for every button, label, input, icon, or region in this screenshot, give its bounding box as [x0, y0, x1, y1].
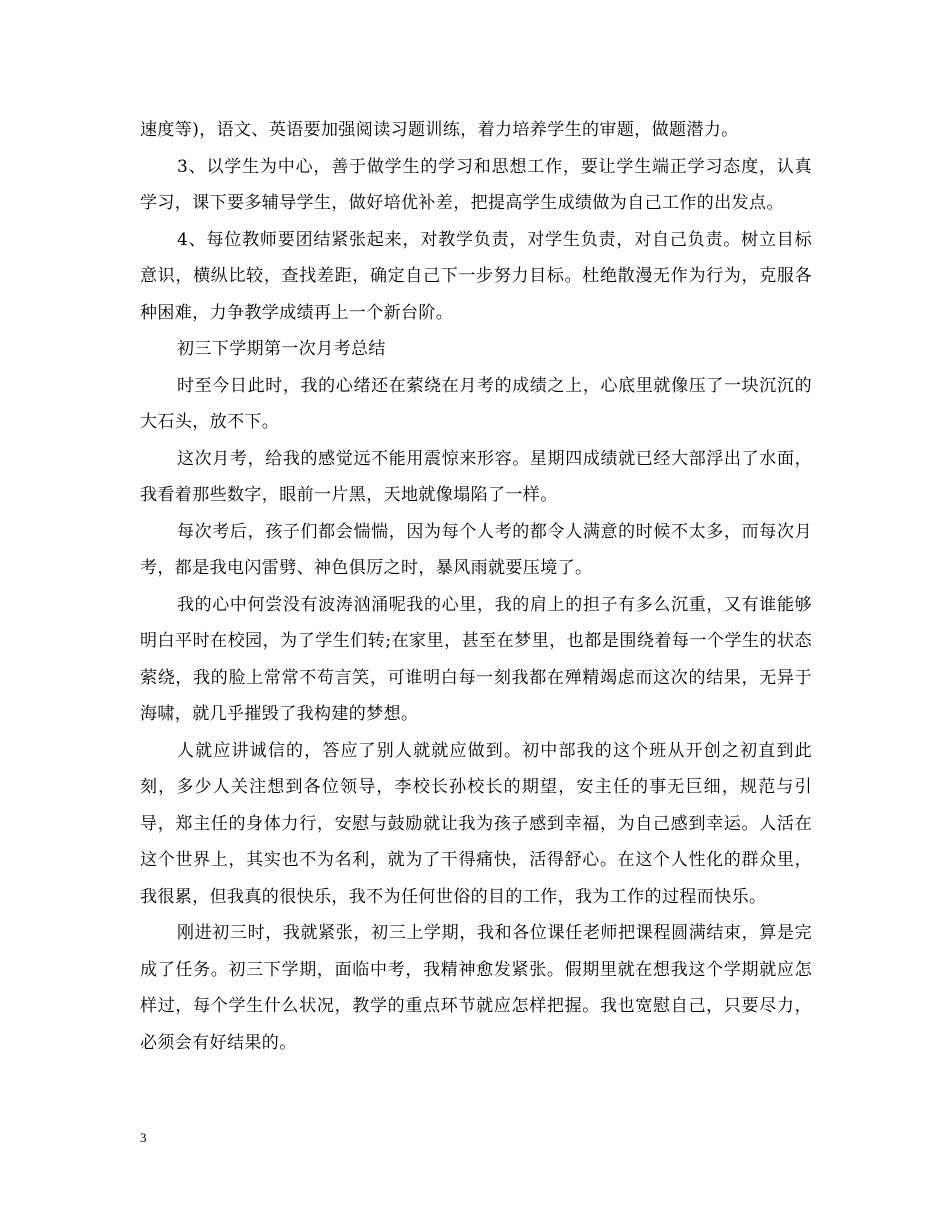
paragraph-5: 时至今日此时，我的心绪还在萦绕在月考的成绩之上，心底里就像压了一块沉沉的大石头，放不下。: [140, 375, 812, 432]
paragraph-6: 这次月考，给我的感觉远不能用震惊来形容。星期四成绩就已经大部浮出了水面，我看着那些数字，眼前一片黑，天地就像塌陷了一样。: [140, 448, 812, 505]
document-body: [140, 112, 812, 1061]
paragraph-10: 刚进初三时，我就紧张，初三上学期，我和各位课任老师把课程圆满结束，算是完成了任务。初三下学期，面临中考，我精神愈发紧张。假期里就在想我这个学期就应怎样过，每个学生什么状况，教学的重点环节就应怎样把握。我也宽慰自己，只要尽力，必须会有好结果的。: [140, 923, 812, 1053]
paragraph-8: 我的心中何尝没有波涛汹涌呢我的心里，我的肩上的担子有多么沉重，又有谁能够明白平时在校园，为了学生们转;在家里，甚至在梦里，也都是围绕着每一个学生的状态萦绕，我的脸上常常不苟言笑，可谁明白每一刻我都在殚精竭虑而这次的结果，无异于海啸，就几乎摧毁了我构建的梦想。: [140, 594, 812, 724]
section-heading: 初三下学期第一次月考总结: [177, 339, 386, 359]
paragraph-1: 速度等)，语文、英语要加强阅读习题训练，着力培养学生的审题，做题潜力。: [140, 120, 739, 140]
paragraph-9: 人就应讲诚信的，答应了别人就就应做到。初中部我的这个班从开创之初直到此刻，多少人关注想到各位领导，李校长孙校长的期望，安主任的事无巨细，规范与引导，郑主任的身体力行，安慰与鼓励就让我为孩子感到幸福，为自己感到幸运。人活在这个世界上，其实也不为名利，就为了干得痛快，活得舒心。在这个人性化的群众里，我很累，但我真的很快乐，我不为任何世俗的目的工作，我为工作的过程而快乐。: [140, 740, 812, 907]
paragraph-2: 3、以学生为中心，善于做学生的学习和思想工作，要让学生端正学习态度，认真学习，课下要多辅导学生，做好培优补差，把提高学生成绩做为自己工作的出发点。: [140, 156, 812, 213]
paragraph-3: 4、每位教师要团结紧张起来，对教学负责，对学生负责，对自己负责。树立目标意识，横纵比较，查找差距，确定自己下一步努力目标。杜绝散漫无作为行为，克服各种困难，力争教学成绩再上一个新台阶。: [140, 229, 812, 323]
page-number: 3: [140, 1130, 147, 1145]
paragraph-7: 每次考后，孩子们都会惴惴，因为每个人考的都令人满意的时候不太多，而每次月考，都是我电闪雷劈、神色俱厉之时，暴风雨就要压境了。: [140, 521, 812, 578]
